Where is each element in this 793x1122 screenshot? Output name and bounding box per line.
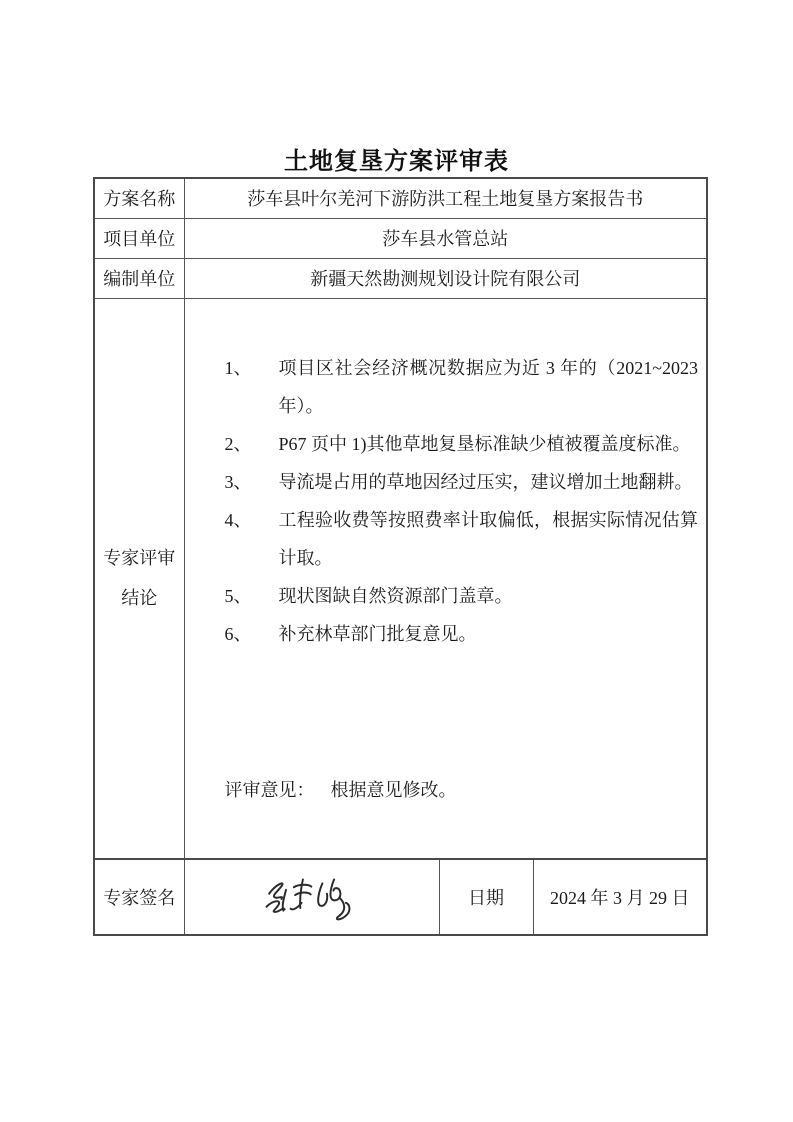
handwritten-signature bbox=[260, 870, 364, 924]
review-item-1 bbox=[225, 349, 699, 425]
review-form-table bbox=[93, 177, 708, 936]
review-item-number: 6、 bbox=[224, 624, 252, 645]
field-label-plan-name: 方案名称 bbox=[94, 178, 184, 218]
table-row-signature bbox=[94, 859, 707, 935]
page-title: 土地复垦方案评审表 bbox=[284, 149, 509, 175]
field-value-project-unit: 莎车县水管总站 bbox=[184, 218, 707, 258]
review-item-text: 补充林草部门批复意见。 bbox=[278, 624, 477, 645]
review-opinion-line bbox=[225, 771, 699, 809]
field-value-date: 2024 年 3 月 29 日 bbox=[533, 859, 707, 935]
expert-review-content bbox=[184, 298, 707, 859]
table-row-expert-review bbox=[94, 298, 707, 859]
review-item-number: 2、 bbox=[224, 434, 252, 455]
field-value-plan-name: 莎车县叶尔羌河下游防洪工程土地复垦方案报告书 bbox=[184, 178, 707, 218]
field-label-date: 日期 bbox=[439, 859, 533, 935]
field-label-expert-signature: 专家签名 bbox=[94, 859, 184, 935]
review-item-number: 4、 bbox=[224, 510, 252, 531]
table-row-plan-name bbox=[94, 178, 707, 218]
review-item-text: 项目区社会经济概况数据应为近 3 年的（2021~2023 年）。 bbox=[278, 358, 698, 417]
table-row-compiling-unit bbox=[94, 258, 707, 298]
expert-review-label-line1: 专家评审 bbox=[103, 548, 176, 569]
field-label-project-unit: 项目单位 bbox=[94, 218, 184, 258]
review-item-text: 现状图缺自然资源部门盖章。 bbox=[278, 586, 513, 607]
review-item-number: 5、 bbox=[224, 586, 252, 607]
review-item-number: 3、 bbox=[224, 472, 252, 493]
expert-review-label-line2: 结论 bbox=[121, 588, 158, 609]
signature-cell bbox=[184, 859, 439, 935]
review-item-4 bbox=[225, 501, 699, 577]
table-row-project-unit bbox=[94, 218, 707, 258]
field-value-compiling-unit: 新疆天然勘测规划设计院有限公司 bbox=[184, 258, 707, 298]
review-item-text: P67 页中 1)其他草地复垦标准缺少植被覆盖度标准。 bbox=[278, 434, 691, 455]
review-item-5 bbox=[225, 577, 699, 615]
review-item-text: 工程验收费等按照费率计取偏低，根据实际情况估算计取。 bbox=[278, 510, 698, 569]
field-label-expert-review bbox=[94, 298, 184, 859]
review-item-2 bbox=[225, 425, 699, 463]
review-opinion-text: 根据意见修改。 bbox=[330, 780, 457, 801]
review-item-number: 1、 bbox=[224, 358, 252, 379]
review-opinion-label: 评审意见： bbox=[224, 780, 315, 801]
review-item-3 bbox=[225, 463, 699, 501]
field-label-compiling-unit: 编制单位 bbox=[94, 258, 184, 298]
review-item-text: 导流堤占用的草地因经过压实，建议增加土地翻耕。 bbox=[278, 472, 693, 493]
review-item-6 bbox=[225, 615, 699, 653]
